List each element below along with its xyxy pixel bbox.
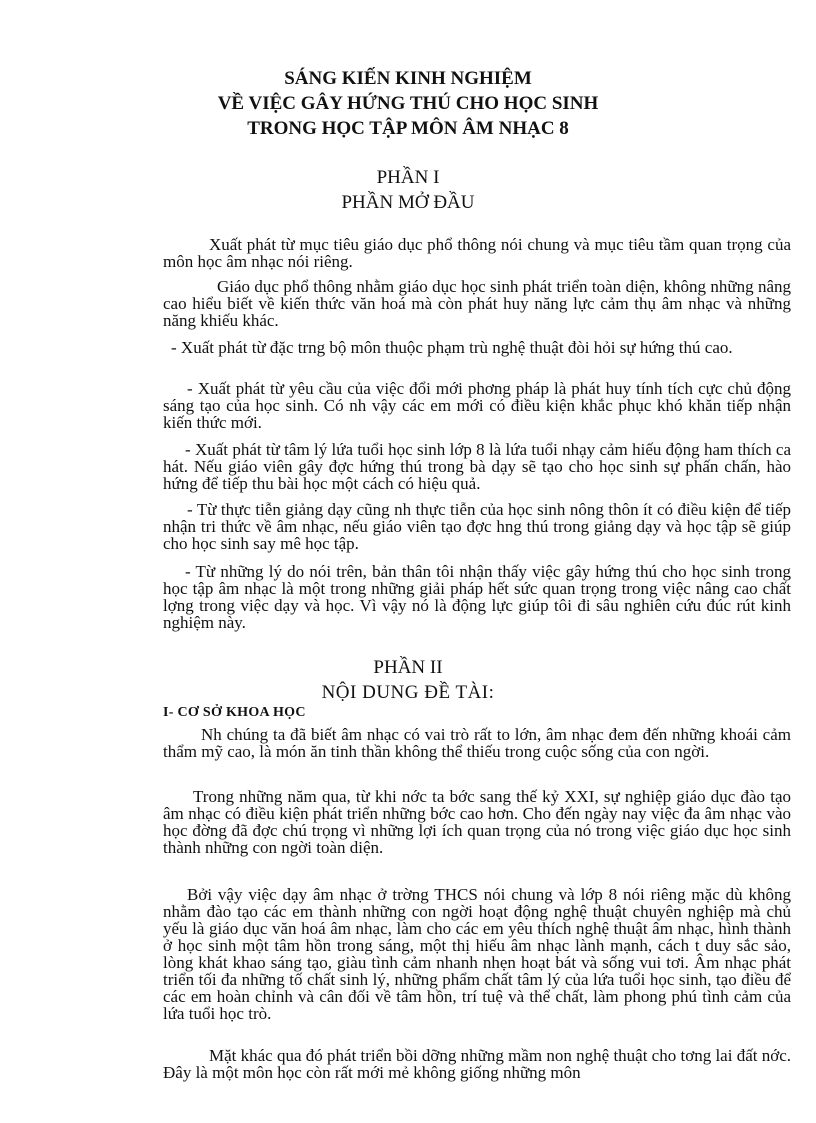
part2-paragraph-3: Bởi vậy việc dạy âm nhạc ở trờng THCS nói chung và lớp 8 nói riêng mặc dù không nhằm đào tạo các em thành những con ngời hoạt động nghệ thuật chuyên nghiệp mà chủ yếu là giáo dục văn hoá âm nhạc, làm cho các em yêu thích nghệ thuật âm nhạc, hình thành ở học sinh một tâm hồn trong sáng, một thị hiếu âm nhạc lành mạnh, cách t duy sắc sảo, lòng khát khao sáng tạo, giàu tình cảm nhanh nhẹn hoạt bát và sống vui tơi. Âm nhạc phát triển tối đa những tố chất sinh lý, những phẩm chất tâm lý của lứa tuổi học sinh, tạo điều để các em hoàn chỉnh và cân đối về tâm hồn, trí tuệ và thể chất, làm phong phú tình cảm của lứa tuổi học trò. — [163, 885, 791, 1023]
part1-paragraph-7: - Từ những lý do nói trên, bản thân tôi nhận thấy việc gây hứng thú cho học sinh trong học tập âm nhạc là một trong những giải pháp hết sức quan trọng trong việc nâng cao chất lợng trong việc dạy và học. Vì vậy nó là động lực giúp tôi đi sâu nghiên cứu đúc rút kinh nghiệm này. — [163, 562, 791, 632]
part1-paragraph-6: - Từ thực tiễn giảng dạy cũng nh thực tiễn của học sinh nông thôn ít có điều kiện để tiếp nhận tri thức về âm nhạc, nếu giáo viên tạo đợc hng thú trong giảng dạy và học tập sẽ giúp cho học sinh say mê học tập. — [163, 500, 791, 553]
part1-paragraph-3: - Xuất phát từ đặc trng bộ môn thuộc phạm trù nghệ thuật đòi hỏi sự hứng thú cao. — [171, 338, 733, 357]
part2-paragraph-4: Mặt khác qua đó phát triển bồi dỡng những mầm non nghệ thuật cho tơng lai đất nớc. Đây là một môn học còn rất mới mẻ không giống những môn — [163, 1046, 791, 1082]
part1-paragraph-1: Xuất phát từ mục tiêu giáo dục phổ thông nói chung và mục tiêu tầm quan trọng của môn học âm nhạc nói riêng. — [163, 235, 791, 271]
part1-heading — [0, 165, 816, 215]
part1-title: PHẦN MỞ ĐẦU — [341, 192, 475, 213]
title-line-3: TRONG HỌC TẬP MÔN ÂM NHẠC 8 — [247, 118, 569, 139]
part1-paragraph-5: - Xuất phát từ tâm lý lứa tuổi học sinh lớp 8 là lứa tuổi nhạy cảm hiếu động ham thích ca hát. Nếu giáo viên gây đợc hứng thú trong bà dạy sẽ tạo cho học sinh sự phấn chấn, hào hứng để tiếp thu bài học một cách có hiệu quả. — [163, 440, 791, 493]
part1-label: PHẦN I — [376, 167, 440, 188]
part2-paragraph-2: Trong những năm qua, từ khi nớc ta bớc sang thế kỷ XXI, sự nghiệp giáo dục đào tạo âm nhạc có điều kiện phát triển những bớc cao hơn. Cho đến ngày nay việc đa âm nhạc vào học đờng đã đợc chú trọng vì những lợi ích quan trọng của nó trong việc giáo dục học sinh thành những con ngời toàn diện. — [163, 787, 791, 857]
title-line-2: VỀ VIỆC GÂY HỨNG THÚ CHO HỌC SINH — [217, 93, 599, 114]
title-line-1: SÁNG KIẾN KINH NGHIỆM — [284, 68, 532, 89]
part1-paragraph-2: Giáo dục phổ thông nhằm giáo dục học sinh phát triển toàn diện, không những nâng cao hiểu biết về kiến thức văn hoá mà còn phát huy năng lực cảm thụ âm nhạc và những năng khiếu khác. — [163, 277, 791, 330]
part2-title: NỘI DUNG ĐỀ TÀI: — [321, 682, 495, 703]
part2-heading — [0, 655, 816, 705]
part2-label: PHẦN II — [373, 657, 443, 678]
section-heading-co-so-khoa-hoc: I- CƠ SỞ KHOA HỌC — [163, 705, 306, 720]
part2-paragraph-1: Nh chúng ta đã biết âm nhạc có vai trò rất to lớn, âm nhạc đem đến những khoái cảm thẩm mỹ cao, là món ăn tinh thần không thể thiếu trong cuộc sống của con ngời. — [163, 725, 791, 761]
document-title — [0, 66, 816, 141]
part1-paragraph-4: - Xuất phát từ yêu cầu của việc đổi mới phơng pháp là phát huy tính tích cực chủ động sáng tạo của học sinh. Có nh vậy các em mới có điều kiện khắc phục khó khăn tiếp nhận kiến thức mới. — [163, 379, 791, 432]
